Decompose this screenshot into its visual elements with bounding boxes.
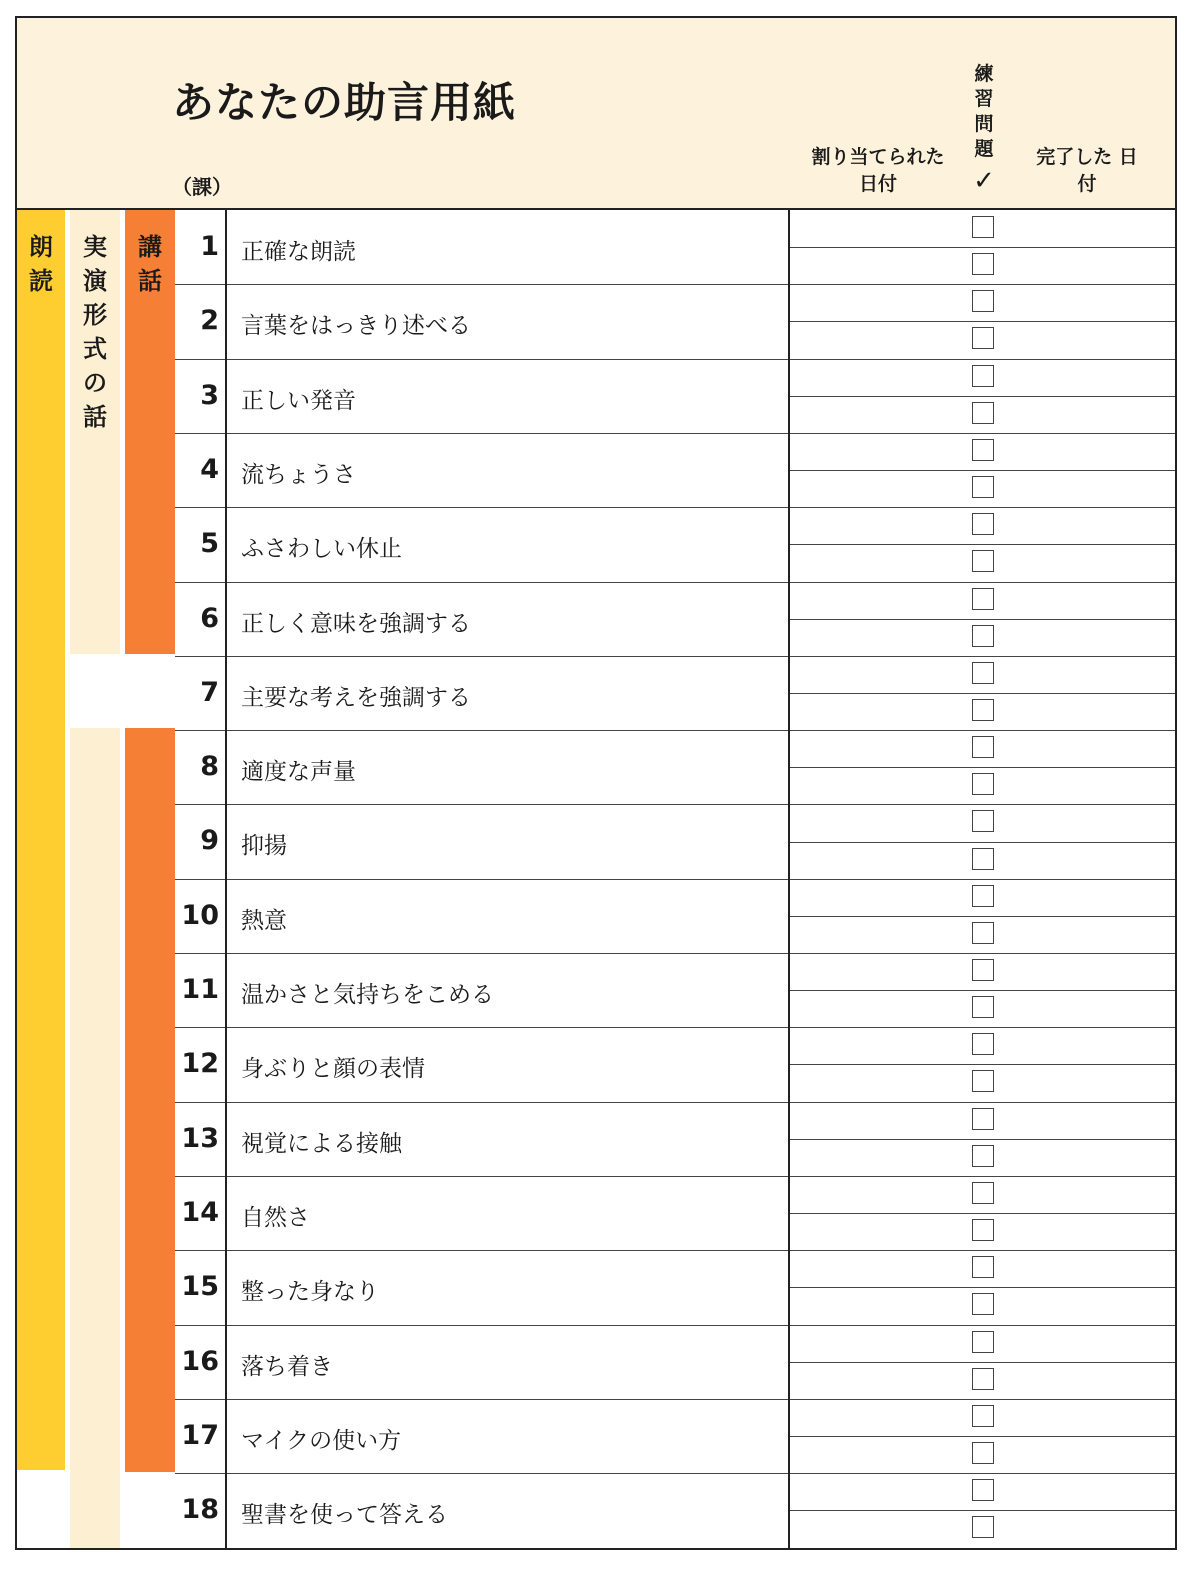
lesson-title: 自然さ (241, 1204, 310, 1231)
date-subrow-divider (788, 1287, 1175, 1288)
lesson-number: 17 (181, 1419, 219, 1451)
date-subrow-divider (788, 990, 1175, 991)
date-subrow-divider (788, 1436, 1175, 1437)
lesson-title: 抑揚 (241, 833, 287, 860)
practice-checkbox[interactable] (972, 402, 994, 424)
date-subrow-divider (788, 321, 1175, 322)
practice-checkbox[interactable] (972, 773, 994, 795)
practice-checkbox[interactable] (972, 699, 994, 721)
lesson-number: 7 (200, 676, 219, 708)
lesson-number: 16 (181, 1345, 219, 1377)
lesson-number: 10 (181, 899, 219, 931)
lesson-title: 主要な考えを強調する (241, 684, 471, 711)
practice-checkbox[interactable] (972, 1256, 994, 1278)
lesson-number: 14 (181, 1196, 219, 1228)
date-subrow-divider (788, 842, 1175, 843)
row-divider (175, 730, 1175, 731)
assigned-date-header: 割り当てられた 日付 (811, 146, 945, 195)
row-divider (175, 879, 1175, 880)
date-subrow-divider (788, 619, 1175, 620)
page-title: あなたの助言用紙 (172, 78, 517, 127)
lesson-column-note: （課） (172, 175, 232, 199)
practice-checkbox[interactable] (972, 1479, 994, 1501)
date-subrow-divider (788, 1362, 1175, 1363)
practice-header: 練 習 問 題 (974, 63, 994, 160)
lesson-title: 身ぶりと顔の表情 (241, 1056, 425, 1083)
lesson-number: 1 (200, 231, 219, 262)
practice-checkbox[interactable] (972, 1033, 994, 1055)
number-divider (225, 208, 227, 1550)
practice-checkbox[interactable] (972, 810, 994, 832)
lesson-number: 12 (181, 1048, 219, 1080)
date-subrow-divider (788, 693, 1175, 694)
date-subrow-divider (788, 1064, 1175, 1065)
lesson-number: 8 (200, 751, 219, 783)
lesson-title: 正しい発音 (241, 387, 356, 414)
practice-checkbox[interactable] (972, 1219, 994, 1241)
practice-checkbox[interactable] (972, 625, 994, 647)
lesson-title: 正しく意味を強調する (241, 610, 471, 637)
lesson-title: 熱意 (241, 907, 287, 934)
talk-band-lower (125, 728, 175, 1472)
date-subrow-divider (788, 1213, 1175, 1214)
practice-checkbox[interactable] (972, 1368, 994, 1390)
practice-checkbox[interactable] (972, 1293, 994, 1315)
lesson-title: ふさわしい休止 (241, 536, 402, 563)
talk-label: 講 話 (138, 233, 162, 295)
lesson-title: 言葉をはっきり述べる (241, 313, 471, 340)
lesson-title: マイクの使い方 (241, 1427, 402, 1454)
practice-checkbox[interactable] (972, 327, 994, 349)
row-divider (175, 1473, 1175, 1474)
practice-checkbox[interactable] (972, 1108, 994, 1130)
lesson-number: 2 (200, 305, 219, 337)
reading-label: 朗 読 (29, 233, 53, 295)
practice-checkbox[interactable] (972, 1070, 994, 1092)
counsel-form (15, 16, 1177, 1550)
lesson-number: 9 (200, 825, 219, 857)
practice-checkbox[interactable] (972, 513, 994, 535)
row-divider (175, 1102, 1175, 1103)
date-subrow-divider (788, 470, 1175, 471)
practice-checkbox[interactable] (972, 848, 994, 870)
reading-band (17, 210, 65, 1470)
row-divider (175, 1399, 1175, 1400)
practice-checkbox[interactable] (972, 365, 994, 387)
practice-checkbox[interactable] (972, 588, 994, 610)
lesson-number: 13 (181, 1122, 219, 1154)
practice-checkbox[interactable] (972, 1145, 994, 1167)
row-divider (175, 1325, 1175, 1326)
lesson-number: 4 (200, 453, 219, 485)
date-subrow-divider (788, 396, 1175, 397)
date-subrow-divider (788, 767, 1175, 768)
practice-checkbox[interactable] (972, 959, 994, 981)
check-mark-icon: ✓ (973, 166, 995, 196)
practice-checkbox[interactable] (972, 922, 994, 944)
date-subrow-divider (788, 247, 1175, 248)
row-divider (175, 953, 1175, 954)
lesson-title: 温かさと気持ちをこめる (241, 982, 494, 1008)
practice-checkbox[interactable] (972, 1442, 994, 1464)
date-subrow-divider (788, 916, 1175, 917)
practice-checkbox[interactable] (972, 1516, 994, 1538)
lesson-number: 5 (200, 528, 219, 560)
lesson-number: 6 (200, 602, 219, 634)
practice-checkbox[interactable] (972, 550, 994, 572)
practice-checkbox[interactable] (972, 885, 994, 907)
row-divider (175, 507, 1175, 508)
practice-checkbox[interactable] (972, 662, 994, 684)
practice-checkbox[interactable] (972, 253, 994, 275)
date-subrow-divider (788, 1510, 1175, 1511)
date-subrow-divider (788, 1139, 1175, 1140)
lesson-number: 18 (181, 1494, 219, 1526)
form-header (17, 18, 1175, 210)
practice-checkbox[interactable] (972, 1331, 994, 1353)
completed-date-header: 完了した 日付 (1036, 146, 1138, 195)
practice-checkbox[interactable] (972, 439, 994, 461)
practice-checkbox[interactable] (972, 290, 994, 312)
lesson-title: 流ちょうさ (241, 461, 356, 488)
lesson-number: 11 (181, 974, 219, 1005)
lesson-title: 聖書を使って答える (241, 1502, 448, 1529)
date-column-divider (788, 208, 790, 1550)
lesson-title: 正確な朗読 (241, 239, 356, 265)
demonstration-band-lower (70, 728, 120, 1550)
demonstration-label: 実 演 形 式 の 話 (83, 233, 107, 431)
row-divider (175, 1176, 1175, 1177)
lesson-number: 15 (181, 1271, 219, 1303)
lesson-title: 整った身なり (241, 1279, 379, 1306)
date-subrow-divider (788, 544, 1175, 545)
practice-checkbox[interactable] (972, 736, 994, 758)
practice-checkbox[interactable] (972, 476, 994, 498)
row-divider (175, 656, 1175, 657)
row-divider (175, 1027, 1175, 1028)
lesson-number: 3 (200, 379, 219, 411)
lesson-title: 適度な声量 (241, 759, 356, 786)
lesson-title: 落ち着き (241, 1353, 333, 1380)
row-divider (175, 1250, 1175, 1251)
row-divider (175, 359, 1175, 360)
row-divider (175, 433, 1175, 434)
practice-checkbox[interactable] (972, 1182, 994, 1204)
row-divider (175, 582, 1175, 583)
row-divider (175, 284, 1175, 285)
practice-checkbox[interactable] (972, 996, 994, 1018)
practice-checkbox[interactable] (972, 1405, 994, 1427)
lesson-title: 視覚による接触 (241, 1130, 402, 1157)
practice-checkbox[interactable] (972, 216, 994, 238)
row-divider (175, 804, 1175, 805)
